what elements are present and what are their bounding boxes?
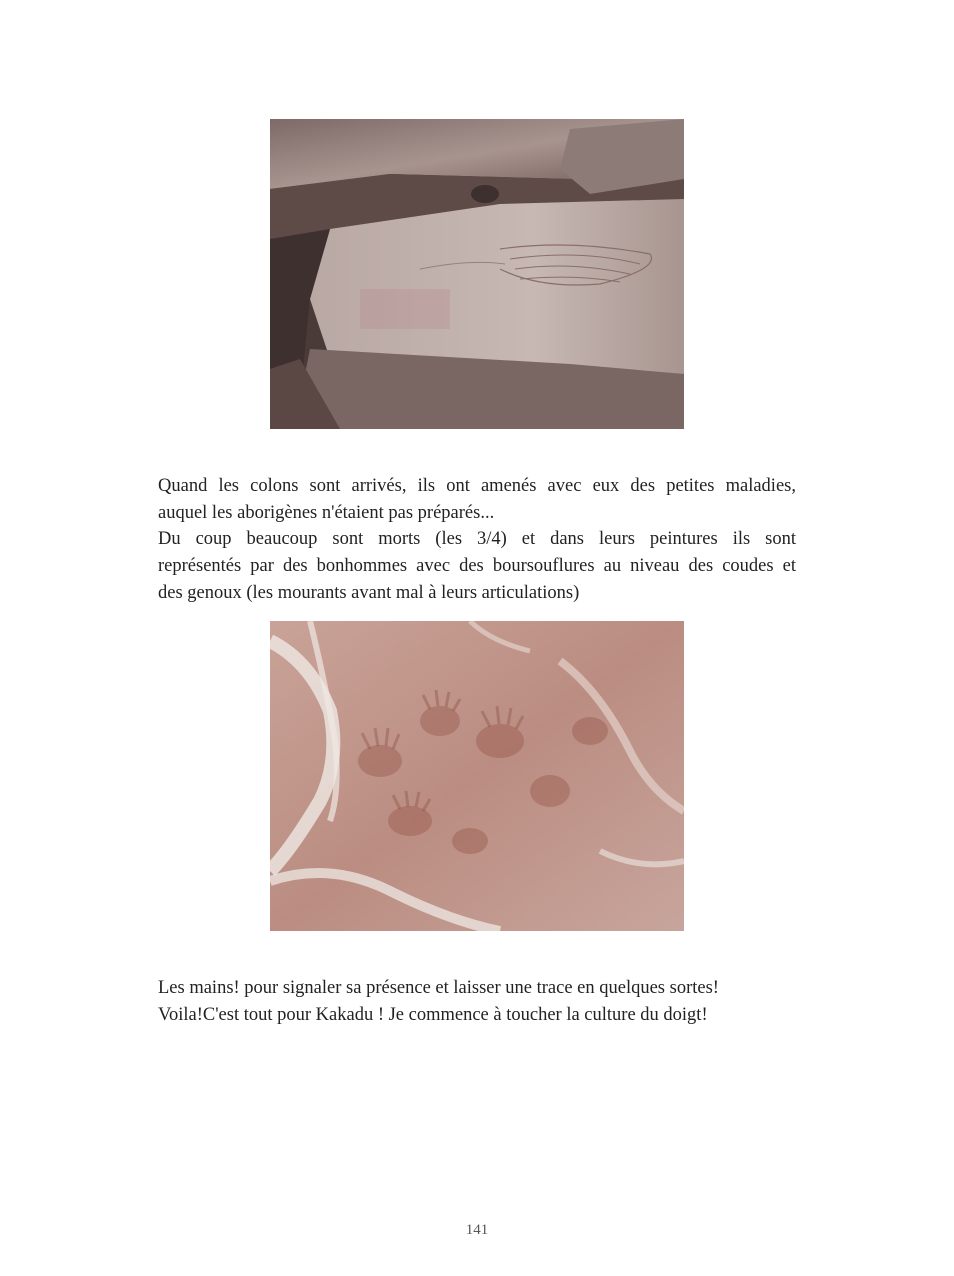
rock-engraving-image xyxy=(270,119,684,429)
paragraph-line: Voila!C'est tout pour Kakadu ! Je commence à toucher la culture du doigt! xyxy=(158,1004,708,1025)
paragraph-line: des genoux (les mourants avant mal à leurs articulations) xyxy=(158,582,580,603)
paragraph-line: représentés par des bonhommes avec des boursouflures au niveau des coudes et xyxy=(158,556,796,577)
paragraph-hands-conclusion xyxy=(158,975,796,1028)
page-number: 141 xyxy=(465,1222,489,1238)
hand-stencils-image xyxy=(270,621,684,931)
paragraph-line: Les mains! pour signaler sa présence et laisser une trace en quelques sortes! xyxy=(158,978,719,998)
paragraph-line: auquel les aborigènes n'étaient pas préparés... xyxy=(158,502,495,523)
hand-stencils-photo xyxy=(270,621,684,931)
paragraph-colonists-diseases xyxy=(158,473,796,607)
paragraph-line: Quand les colons sont arrivés, ils ont amenés avec eux des petites maladies, xyxy=(158,476,796,496)
paragraph-line: Du coup beaucoup sont morts (les 3/4) et dans leurs peintures ils sont xyxy=(158,529,796,550)
rock-engraving-photo xyxy=(270,119,684,429)
